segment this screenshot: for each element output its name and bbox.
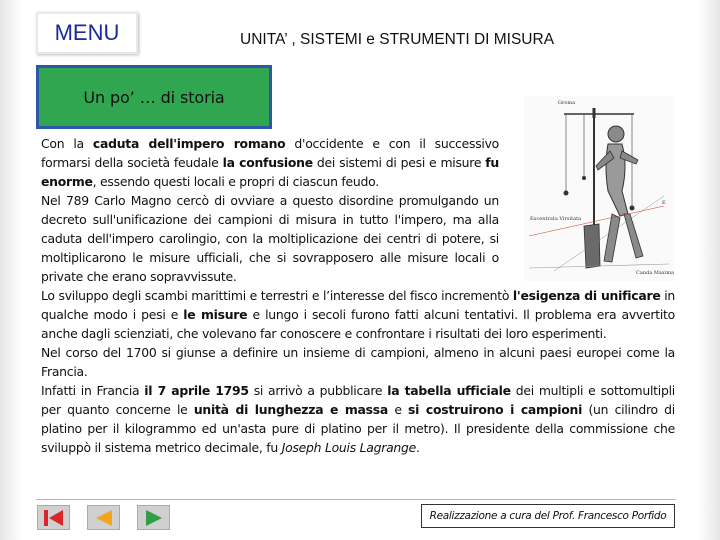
credit-box (421, 504, 675, 528)
previous-slide-button[interactable] (87, 505, 120, 530)
paragraph-1: Con la caduta dell'impero romano d'occidente e con il successivo formarsi della società feudale la confusione dei sistemi di pesi e misure fu enorme, essendo questi locali e propri di ciascun feudo. (41, 136, 500, 189)
footer-divider (36, 499, 676, 500)
illustration-label-canda: Canda Maxima (636, 270, 674, 276)
first-slide-icon (41, 508, 67, 528)
page-title: UNITA’ , SISTEMI e STRUMENTI DI MISURA (240, 31, 555, 48)
credit-text: Realizzazione a cura del Prof. Francesco Porfido (429, 510, 667, 522)
paragraph-4: Nel corso del 1700 si giunse a definire un insieme di campioni, almeno in alcuni paesi europei come la Francia. (41, 345, 675, 379)
menu-label: MENU (54, 20, 120, 45)
paragraph-5: Infatti in Francia il 7 aprile 1795 si arrivò a pubblicare la tabella ufficiale dei multipli e sottomultipli per quanto concerne le unità di lunghezza e massa e si costruirono i campioni (un cilindro di platino per il kilogrammo ed un'asta pure di platino per il metro). Il presidente della commissione che sviluppò il sistema metrico decimale, fu Joseph Louis Lagrange. (41, 383, 675, 455)
illustration-label-groma: Groma (558, 100, 576, 106)
section-title: Un po’ … di storia (83, 87, 225, 107)
previous-slide-icon (91, 508, 117, 528)
illustration-label-e: E (662, 200, 666, 206)
paragraph-2: Nel 789 Carlo Magno cercò di ovviare a questo disordine promulgando un decreto sull'unificazione dei campioni di misura in tutto l'impero, ma alla caduta dell'impero carolingio, con la moltiplicazione dei centri di potere, si moltiplicarono le misure ufficiali, che si sovrapposero alle misure locali o private che erano sopravvissute. (41, 193, 499, 284)
first-slide-button[interactable] (37, 505, 70, 530)
menu-button[interactable] (36, 12, 138, 54)
paragraph-3: Lo sviluppo degli scambi marittimi e terrestri e l’interesse del fisco incrementò l'esigenza di unificare in qualche modo i pesi e le misure e lungo i secoli furono fatti alcuni tentativi. Il problema era avvertito anche dagli scienziati, che volevano far conoscere e confrontare i risultati dei loro esperimenti. (41, 288, 676, 341)
next-slide-button[interactable] (137, 505, 170, 530)
illustration-label-excentrata: Excentrata Virsitata (530, 216, 582, 222)
next-slide-icon (141, 508, 167, 528)
section-title-box (36, 65, 272, 129)
body-text (41, 134, 675, 457)
